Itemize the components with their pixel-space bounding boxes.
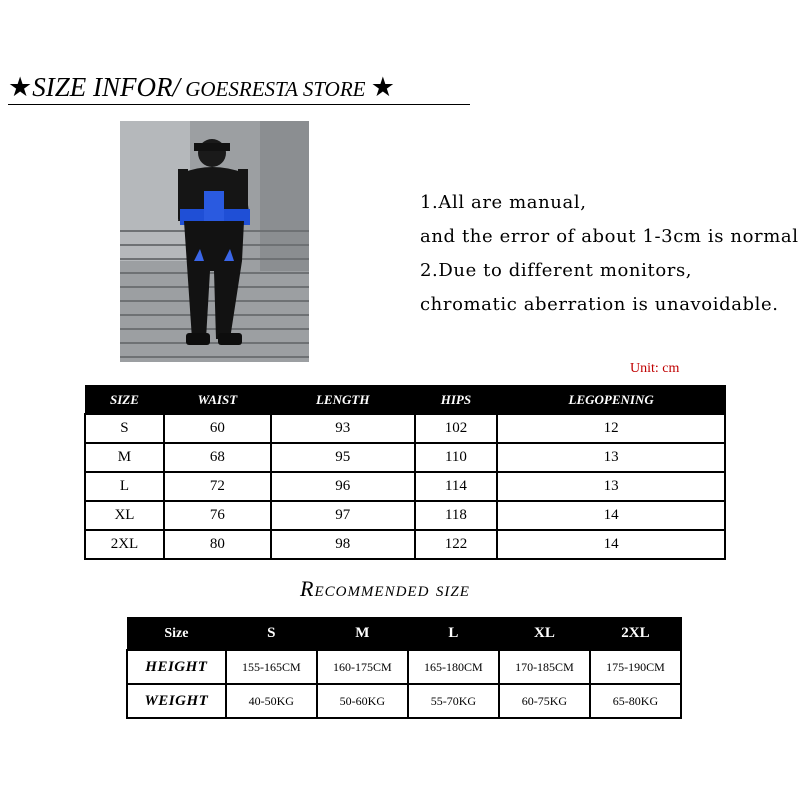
size-cell: 2XL: [85, 530, 164, 559]
size-cell: XL: [85, 501, 164, 530]
size-col-header: SIZE: [85, 386, 164, 415]
weight-cell: 40-50KG: [226, 684, 317, 718]
weight-cell: 60-75KG: [499, 684, 590, 718]
rec-col-header: L: [408, 618, 499, 651]
waist-cell: 72: [164, 472, 271, 501]
legopening-cell: 13: [497, 472, 725, 501]
table-row: [127, 650, 681, 684]
height-cell: 155-165CM: [226, 650, 317, 684]
size-cell: L: [85, 472, 164, 501]
legopening-cell: 13: [497, 443, 725, 472]
recommended-table-header: [127, 618, 681, 651]
length-cell: 96: [271, 472, 415, 501]
header-underline: [8, 104, 470, 105]
length-col-header: LENGTH: [271, 386, 415, 415]
unit-label: Unit: cm: [630, 361, 680, 376]
table-row: [85, 472, 725, 501]
table-row: [127, 684, 681, 718]
legopening-cell: 12: [497, 414, 725, 443]
size-cell: S: [85, 414, 164, 443]
hips-cell: 102: [415, 414, 498, 443]
weight-cell: 50-60KG: [317, 684, 408, 718]
hips-cell: 114: [415, 472, 498, 501]
height-cell: 175-190CM: [590, 650, 681, 684]
size-table-header: [85, 386, 725, 415]
table-row: [85, 501, 725, 530]
star-left-icon: ★: [8, 72, 33, 102]
rec-col-header: 2XL: [590, 618, 681, 651]
size-table: [84, 385, 726, 560]
title-store: GOESRESTA STORE: [179, 77, 371, 101]
recommended-size-title: Recommended size: [300, 576, 470, 601]
rec-size-col-header: Size: [127, 618, 226, 651]
waist-cell: 60: [164, 414, 271, 443]
rec-col-header: M: [317, 618, 408, 651]
notes-block: [420, 186, 799, 322]
height-row-label: HEIGHT: [127, 650, 226, 684]
rec-col-header: XL: [499, 618, 590, 651]
legopening-cell: 14: [497, 501, 725, 530]
table-row: [85, 443, 725, 472]
page-header: [8, 72, 798, 108]
hips-cell: 110: [415, 443, 498, 472]
note-line: chromatic aberration is unavoidable.: [420, 294, 779, 315]
recommended-size-table: [126, 617, 682, 719]
length-cell: 93: [271, 414, 415, 443]
waist-cell: 68: [164, 443, 271, 472]
size-cell: M: [85, 443, 164, 472]
hips-cell: 118: [415, 501, 498, 530]
product-photo: [120, 121, 309, 362]
table-row: [85, 530, 725, 559]
note-line: 2.Due to different monitors,: [420, 260, 693, 281]
waist-cell: 80: [164, 530, 271, 559]
length-cell: 97: [271, 501, 415, 530]
waist-cell: 76: [164, 501, 271, 530]
weight-cell: 65-80KG: [590, 684, 681, 718]
table-row: [85, 414, 725, 443]
page-title: [8, 72, 395, 103]
star-right-icon: ★: [370, 72, 395, 102]
waist-col-header: WAIST: [164, 386, 271, 415]
legopening-col-header: LEGOPENING: [497, 386, 725, 415]
hips-col-header: HIPS: [415, 386, 498, 415]
model-on-stairs-image: [120, 121, 309, 362]
hips-cell: 122: [415, 530, 498, 559]
height-cell: 160-175CM: [317, 650, 408, 684]
length-cell: 95: [271, 443, 415, 472]
weight-row-label: WEIGHT: [127, 684, 226, 718]
note-line: 1.All are manual,: [420, 192, 587, 213]
legopening-cell: 14: [497, 530, 725, 559]
title-main: SIZE INFOR/: [32, 72, 180, 102]
rec-col-header: S: [226, 618, 317, 651]
height-cell: 165-180CM: [408, 650, 499, 684]
note-line: and the error of about 1-3cm is normal: [420, 226, 799, 247]
length-cell: 98: [271, 530, 415, 559]
height-cell: 170-185CM: [499, 650, 590, 684]
weight-cell: 55-70KG: [408, 684, 499, 718]
